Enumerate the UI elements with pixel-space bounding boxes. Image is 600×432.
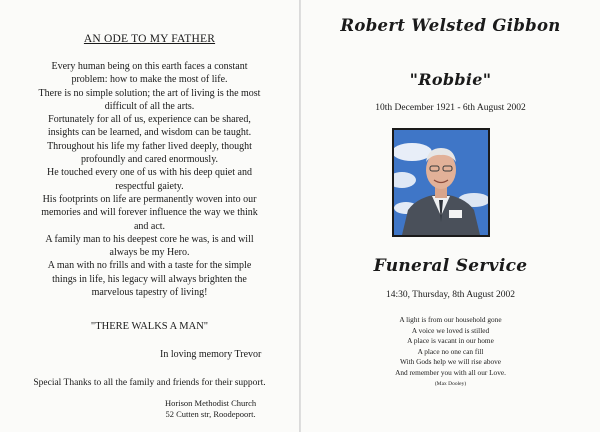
- portrait-photo: [392, 128, 490, 237]
- verse-line: A light is from our household gone: [399, 315, 502, 324]
- verse-line: A place no one can fill: [417, 346, 484, 356]
- service-time: 14:30, Thursday, 8th August 2002: [385, 290, 516, 300]
- verse-line: A voice we loved is stilled: [411, 325, 490, 335]
- poem-line: memories and will forever influence the way we think: [41, 207, 258, 219]
- church-name: Horison Methodist Church: [165, 398, 257, 408]
- memory-dedication: In loving memory Trevor: [160, 349, 262, 360]
- poem-line: marvelous tapestry of living!: [91, 287, 208, 299]
- poem-line: difficult of all the arts.: [104, 100, 195, 112]
- quote-line: "THERE WALKS A MAN": [90, 321, 209, 332]
- poem-line: profoundly and cared enormously.: [80, 154, 219, 166]
- poem-line: Throughout his life my father lived deeply, thought: [47, 140, 252, 152]
- poem-line: things in life, his legacy will always brighten the: [52, 273, 247, 285]
- poem-line: Fortunately for all of us, experience can be shared,: [48, 114, 251, 126]
- deceased-name: Robert Welsted Gibbon: [340, 16, 561, 35]
- poem-line: Every human being on this earth faces a constant: [51, 61, 248, 72]
- memorial-verse: [301, 315, 600, 389]
- life-dates: 10th December 1921 - 6th August 2002: [375, 103, 526, 113]
- right-panel: [301, 0, 600, 432]
- thanks-note: Special Thanks to all the family and friends for their support.: [33, 378, 266, 388]
- service-title: Funeral Service: [373, 256, 528, 276]
- poem-line: always be my Hero.: [109, 247, 190, 259]
- left-panel: [0, 0, 299, 432]
- poem-line: A family man to his deepest core he was, is and will: [45, 233, 254, 245]
- verse-line: And remember you with all our Love.: [395, 367, 506, 377]
- church-address: 52 Cutten str, Roodepoort.: [165, 409, 256, 419]
- poem-body: [22, 60, 277, 299]
- poem-line: problem: how to make the most of life.: [71, 74, 228, 86]
- verse-line: With Gods help we will rise above: [399, 357, 502, 367]
- poem-line: respectful gaiety.: [115, 180, 184, 192]
- poem-title: AN ODE TO MY FATHER: [83, 33, 216, 45]
- verse-attribution: (Max Dooley): [434, 380, 467, 387]
- poem-line: He touched every one of us with his deep quiet and: [47, 167, 252, 179]
- church-details: [165, 398, 256, 420]
- verse-line: A place is vacant in our home: [407, 336, 494, 346]
- poem-line: and act.: [133, 220, 166, 232]
- poem-line: insights can be learned, and wisdom can be taught.: [47, 127, 252, 139]
- nickname: "Robbie": [409, 70, 492, 89]
- poem-line: His footprints on life are permanently woven into our: [42, 193, 257, 205]
- poem-line: A man with no frills and with a taste for the simple: [47, 260, 252, 272]
- portrait-photo-icon: [394, 130, 488, 235]
- poem-line: There is no simple solution; the art of living is the most: [38, 87, 261, 99]
